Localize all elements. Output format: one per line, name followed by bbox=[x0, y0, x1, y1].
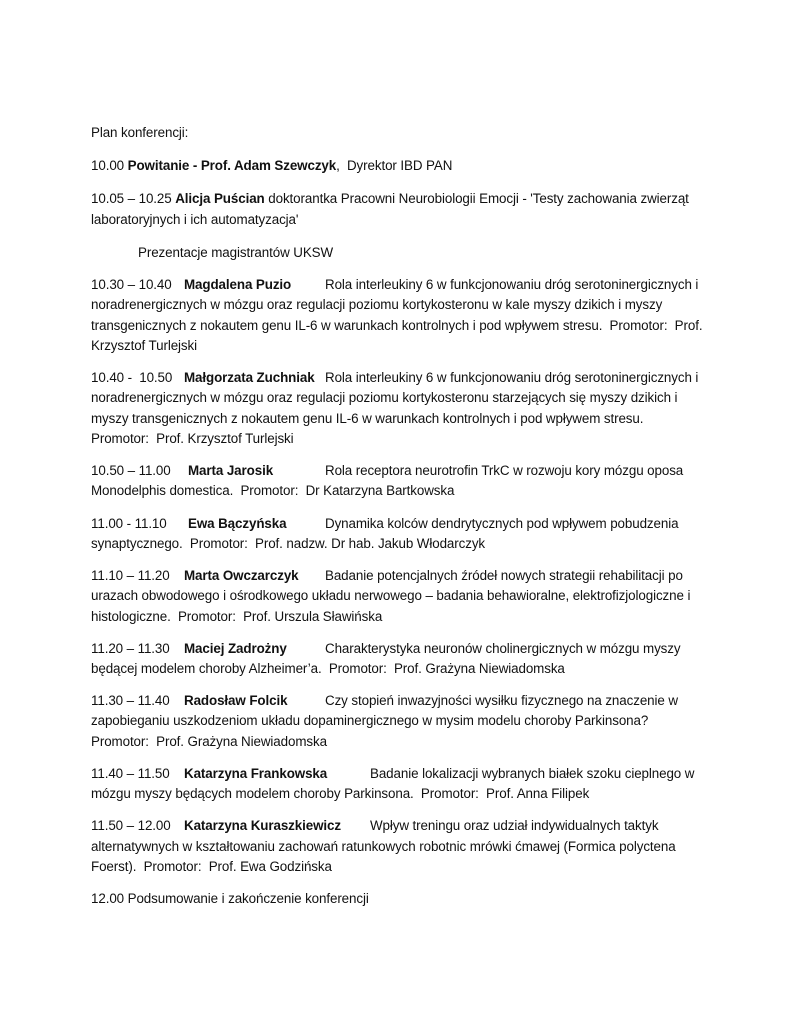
talk-line: Monodelphis domestica. Promotor: Dr Katarzyna Bartkowska bbox=[91, 483, 455, 498]
talk-line: myszy transgenicznych z nokautem genu IL-6 w warunkach kontrolnych i pod wpływem stresu. bbox=[91, 411, 644, 426]
talk-time: 11.30 – 11.40 bbox=[91, 693, 170, 708]
talk-line: zapobieganiu uszkodzeniom układu dopaminergicznego w mysim modelu choroby Parkinsona? bbox=[91, 713, 649, 728]
talk-speaker: Marta Jarosik bbox=[188, 463, 274, 478]
talk-title: Dynamika kolców dendrytycznych pod wpływem pobudzenia bbox=[325, 516, 679, 531]
talk-line: mózgu myszy będących modelem choroby Parkinsona. Promotor: Prof. Anna Filipek bbox=[91, 786, 590, 801]
talk-row bbox=[91, 693, 678, 709]
talk-line: synaptycznego. Promotor: Prof. nadzw. Dr hab. Jakub Włodarczyk bbox=[91, 536, 486, 551]
talk-title: Rola interleukiny 6 w funkcjonowaniu dróg serotoninergicznych i bbox=[325, 277, 699, 292]
talk-title: Czy stopień inwazyjności wysiłku fizycznego na znaczenie w bbox=[325, 693, 678, 708]
first-talk-line-1 bbox=[91, 191, 689, 207]
talk-line: histologiczne. Promotor: Prof. Urszula Sławińska bbox=[91, 609, 383, 624]
talk-title: Badanie potencjalnych źródeł nowych strategii rehabilitacji po bbox=[325, 568, 683, 583]
talk-speaker: Małgorzata Zuchniak bbox=[184, 370, 315, 385]
talk-title: Rola interleukiny 6 w funkcjonowaniu dróg serotoninergicznych i bbox=[325, 370, 699, 385]
first-talk-speaker: Alicja Puścian bbox=[175, 191, 265, 206]
talk-line: Krzysztof Turlejski bbox=[91, 338, 197, 353]
welcome-rest: , Dyrektor IBD PAN bbox=[336, 158, 453, 173]
talk-row bbox=[91, 766, 694, 782]
talk-title: Charakterystyka neuronów cholinergicznych w mózgu myszy bbox=[325, 641, 681, 656]
talk-row bbox=[91, 641, 680, 657]
talk-title: Badanie lokalizacji wybranych białek szoku cieplnego w bbox=[370, 766, 695, 781]
first-talk-time: 10.05 – 10.25 bbox=[91, 191, 172, 206]
talk-time: 11.40 – 11.50 bbox=[91, 766, 170, 781]
talk-row bbox=[91, 568, 683, 584]
talk-line: noradrenergicznych w mózgu oraz regulacji poziomu kortykosteronu starzejących się myszy dzikich i bbox=[91, 390, 678, 405]
talk-speaker: Katarzyna Frankowska bbox=[184, 766, 328, 781]
talk-row bbox=[91, 370, 698, 386]
talk-time: 11.50 – 12.00 bbox=[91, 818, 171, 833]
welcome-line bbox=[91, 158, 452, 174]
talk-time: 10.40 - 10.50 bbox=[91, 370, 173, 385]
first-talk-line-2: laboratoryjnych i ich automatyzacja' bbox=[91, 212, 299, 227]
section-title: Prezentacje magistrantów UKSW bbox=[138, 245, 334, 260]
talk-row bbox=[91, 463, 683, 479]
talk-line: transgenicznych z nokautem genu IL-6 w warunkach kontrolnych i pod wpływem stresu. Promotor: Prof. bbox=[91, 318, 703, 333]
talk-time: 10.30 – 10.40 bbox=[91, 277, 172, 292]
talk-title: Rola receptora neurotrofin TrkC w rozwoju kory mózgu oposa bbox=[325, 463, 684, 478]
first-talk-description: doktorantka Pracowni Neurobiologii Emocji - 'Testy zachowania zwierząt bbox=[264, 191, 689, 206]
plan-heading: Plan konferencji: bbox=[91, 125, 189, 140]
talk-line: alternatywnych w kształtowaniu zachowań ratunkowych robotnic mrówki ćmawej (Formica polyctena bbox=[91, 839, 676, 854]
welcome-title: Powitanie - Prof. Adam Szewczyk bbox=[127, 158, 337, 173]
talk-speaker: Radosław Folcik bbox=[184, 693, 288, 708]
talk-line: Promotor: Prof. Krzysztof Turlejski bbox=[91, 431, 294, 446]
talk-row bbox=[91, 818, 658, 834]
talk-line: Foerst). Promotor: Prof. Ewa Godzińska bbox=[91, 859, 332, 874]
closing-line: 12.00 Podsumowanie i zakończenie konferencji bbox=[91, 891, 369, 906]
welcome-time: 10.00 bbox=[91, 158, 125, 173]
talk-line: noradrenergicznych w mózgu oraz regulacji poziomu kortykosteronu w kale myszy dzikich i myszy bbox=[91, 297, 663, 312]
talk-time: 11.00 - 11.10 bbox=[91, 516, 167, 531]
talk-speaker: Maciej Zadrożny bbox=[184, 641, 287, 656]
talk-speaker: Ewa Bączyńska bbox=[188, 516, 287, 531]
talk-line: Promotor: Prof. Grażyna Niewiadomska bbox=[91, 734, 327, 749]
talk-time: 11.20 – 11.30 bbox=[91, 641, 170, 656]
talk-time: 10.50 – 11.00 bbox=[91, 463, 171, 478]
talk-row bbox=[91, 516, 678, 532]
talk-speaker: Magdalena Puzio bbox=[184, 277, 292, 292]
talk-line: będącej modelem choroby Alzheimer’a. Promotor: Prof. Grażyna Niewiadomska bbox=[91, 661, 565, 676]
talk-row bbox=[91, 277, 698, 293]
talk-speaker: Marta Owczarczyk bbox=[184, 568, 299, 583]
talk-speaker: Katarzyna Kuraszkiewicz bbox=[184, 818, 341, 833]
talk-line: urazach obwodowego i ośrodkowego układu nerwowego – badania behawioralne, elektrofizjologiczne i bbox=[91, 588, 691, 603]
talk-title: Wpływ treningu oraz udział indywidualnych taktyk bbox=[370, 818, 659, 833]
talk-time: 11.10 – 11.20 bbox=[91, 568, 170, 583]
